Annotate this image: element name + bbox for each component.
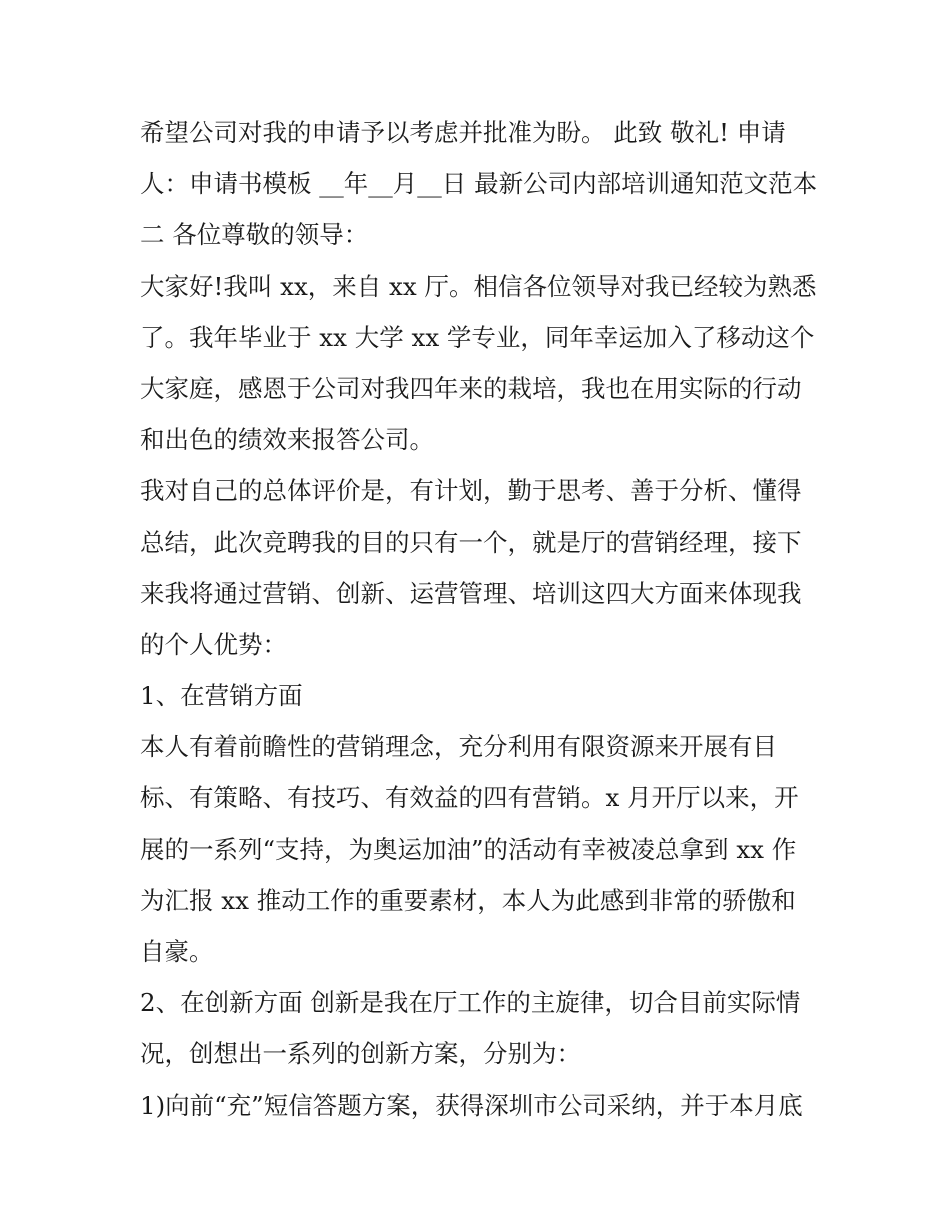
text-line: 人：申请书模板 __年__月__日 最新公司内部培训通知范文范本 (140, 169, 818, 199)
text-line: 了。我年毕业于 xx 大学 xx 学专业，同年幸运加入了移动这个 (140, 322, 815, 352)
document-body (140, 107, 820, 1131)
text-line: 况，创想出一系列的创新方案，分别为： (140, 1039, 581, 1069)
text-line: 总结，此次竞聘我的目的只有一个，就是厅的营销经理，接下 (140, 527, 802, 557)
text-line: 来我将通过营销、创新、运营管理、培训这四大方面来体现我 (140, 578, 802, 608)
section-heading: 1、在营销方面 (140, 681, 303, 711)
text-line: 大家好!我叫 xx，来自 xx 厅。相信各位领导对我已经较为熟悉 (140, 271, 817, 301)
text-line: 本人有着前瞻性的营销理念，充分利用有限资源来开展有目 (140, 732, 777, 762)
text-line: 我对自己的总体评价是，有计划，勤于思考、善于分析、懂得 (140, 476, 802, 506)
list-item: 1)向前“充”短信答题方案，获得深圳市公司采纳，并于本月底 (140, 1090, 803, 1120)
text-line: 和出色的绩效来报答公司。 (140, 425, 434, 455)
text-line: 大家庭，感恩于公司对我四年来的栽培，我也在用实际的行动 (140, 373, 802, 403)
text-line: 希望公司对我的申请予以考虑并批准为盼。 此致 敬礼! 申请 (140, 118, 786, 147)
text-line: 自豪。 (140, 937, 214, 966)
text-line: 二 各位尊敬的领导： (140, 220, 369, 250)
text-line: 展的一系列“支持，为奥运加油”的活动有幸被凌总拿到 xx 作 (140, 834, 797, 864)
text-line: 的个人优势： (140, 629, 287, 659)
text-line: 标、有策略、有技巧、有效益的四有营销。x 月开厅以来，开 (140, 783, 799, 813)
text-line: 为汇报 xx 推动工作的重要素材，本人为此感到非常的骄傲和 (140, 885, 796, 915)
section-heading: 2、在创新方面 创新是我在厅工作的主旋律，切合目前实际情 (140, 988, 801, 1018)
